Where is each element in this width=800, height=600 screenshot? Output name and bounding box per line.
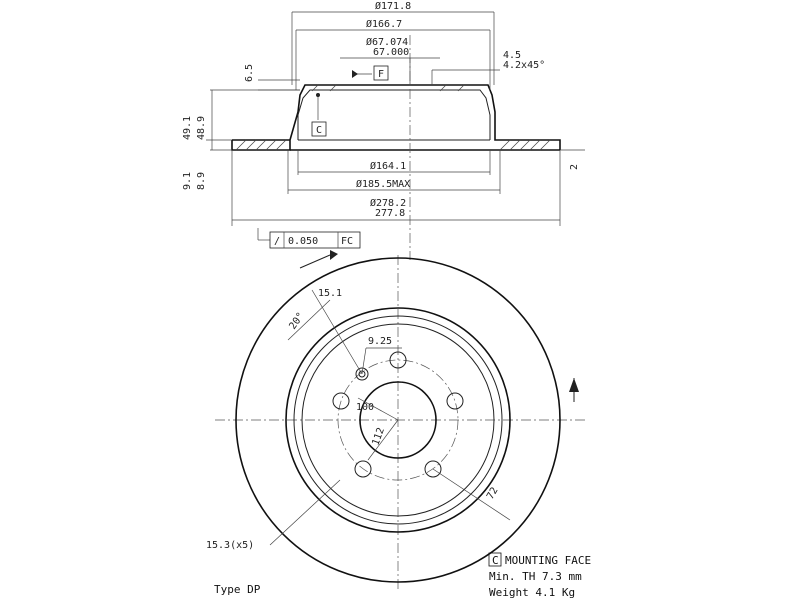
dim-d164: Ø164.1 — [370, 161, 407, 172]
dim-a153: 15.3(x5) — [206, 540, 255, 551]
front-view — [206, 250, 585, 590]
dim-d67a: Ø67.074 — [366, 37, 409, 48]
datum-c-label: C — [316, 125, 323, 136]
tolerance-symbol: / — [274, 236, 281, 247]
dim-h49b: 48.9 — [196, 115, 207, 140]
dim-a20: 20° — [287, 310, 307, 332]
dim-a72: 72 — [485, 485, 501, 502]
mounting-face-label: MOUNTING FACE — [505, 554, 592, 567]
bolt-hole — [447, 393, 463, 409]
dim-a112: 112 — [370, 426, 387, 448]
dim-d171: Ø171.8 — [375, 1, 412, 12]
min-thickness: Min. TH 7.3 mm — [489, 570, 582, 583]
tolerance-value: 0.050 — [288, 236, 319, 247]
dim-ch2: 4.2x45° — [503, 60, 546, 71]
dim-d166: Ø166.7 — [366, 19, 403, 30]
dim-h91a: 9.1 — [182, 171, 193, 190]
dim-ch1: 4.5 — [503, 50, 522, 61]
dim-h49a: 49.1 — [182, 115, 193, 140]
rotation-arrow — [330, 250, 338, 260]
section-view — [182, 0, 585, 260]
tolerance-ref: FC — [341, 236, 354, 247]
dim-d67b: 67.000 — [373, 47, 410, 58]
notes — [214, 553, 591, 599]
mounting-c-label: C — [492, 554, 499, 567]
dim-h91b: 8.9 — [196, 171, 207, 190]
dim-h65: 6.5 — [244, 63, 255, 82]
datum-f-label: F — [378, 69, 385, 80]
dim-d278b: 277.8 — [375, 208, 406, 219]
dim-a100: 100 — [356, 402, 375, 413]
weight: Weight 4.1 Kg — [489, 586, 576, 599]
dim-a151: 15.1 — [318, 288, 343, 299]
dim-two: 2 — [569, 163, 580, 170]
dim-a925: 9.25 — [368, 336, 393, 347]
direction-arrow — [569, 378, 579, 392]
type-label: Type DP — [214, 583, 261, 596]
dim-d185: Ø185.5MAX — [356, 179, 411, 190]
dim-d278a: Ø278.2 — [370, 198, 407, 209]
